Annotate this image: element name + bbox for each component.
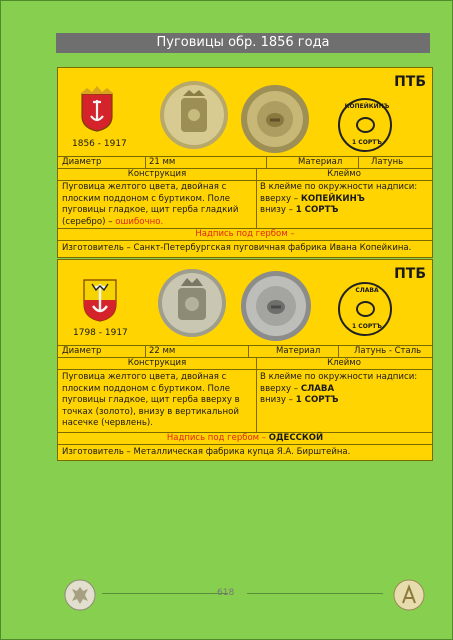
footer-line-right [247,593,383,594]
page-number: 618 [217,588,235,598]
stamp-drawing [338,98,392,152]
material-label: Материал [298,157,343,167]
button-card-1 [57,67,433,258]
under-emblem-label: Надпись под гербом – [195,229,295,239]
material-value: Латунь [371,157,404,167]
ptb-code: ПТБ [394,74,426,90]
construction-label: Конструкция [127,358,187,368]
under-emblem-value: ОДЕССКОЙ [268,433,324,443]
under-emblem-label: Надпись под гербом – [166,433,267,443]
description-row [58,180,432,229]
footer-line-left [102,593,228,594]
mark-top-value: СЛАВА [300,383,335,394]
eagle-medal-icon [64,579,96,611]
construction-error: ошибочно. [115,216,164,227]
stamp-shank-icon [356,301,375,317]
construction-label: Конструкция [127,169,187,179]
image-row [58,260,432,345]
stamp-bottom-word: 1 СОРТЪ [352,323,382,330]
diameter-value: 21 мм [149,157,176,167]
button-front-image [157,268,227,338]
maker-text: Изготовитель – Металлическая фабрика купца Я.А. Бирштейна. [62,447,351,457]
button-back-image [240,84,310,154]
mark-text: В клейме по окружности надписи: вверху – СЛАВА внизу – 1 СОРТЪ [260,372,418,406]
stamp-top-word: СЛАВА [355,287,379,294]
mark-bottom-value: 1 СОРТЪ [295,395,339,406]
maker-row [58,444,432,461]
coat-of-arms-icon [78,86,116,132]
maker-text: Изготовитель – Санкт-Петербургская пуговичная фабрика Ивана Копейкина. [62,243,412,253]
material-label: Материал [276,346,321,356]
stamp-shank-icon [356,117,375,133]
ptb-code: ПТБ [394,266,426,282]
stamp-top-word: КОПЕЙКИНЪ [344,103,390,110]
monogram-medal-icon [393,579,425,611]
stamp-bottom-word: 1 СОРТЪ [352,139,382,146]
coat-of-arms-icon [80,274,120,322]
image-row [58,68,432,156]
button-card-2 [57,259,433,461]
diameter-value: 22 мм [149,346,176,356]
mark-bottom-value: 1 СОРТЪ [295,205,339,216]
button-front-image [159,80,229,150]
construction-text: Пуговица желтого цвета, двойная с плоским поддоном с буртиком. Поле пуговицы гладкое, щит герба гладкий (серебро) – ошибочно. [62,182,239,227]
diameter-label: Диаметр [62,346,102,356]
mark-label: Клеймо [327,169,361,179]
material-value: Латунь - Сталь [354,346,422,356]
diameter-label: Диаметр [62,157,102,167]
button-back-image [240,270,312,342]
description-row [58,369,432,433]
stamp-drawing [338,282,392,336]
construction-text: Пуговица желтого цвета, двойная с плоским поддоном с буртиком. Поле пуговицы гладкое, щит герба вверху в точках (золото), внизу в вертикальной насечке (червлень). [62,372,240,429]
mark-top-value: КОПЕЙКИНЪ [300,193,365,204]
mark-text: В клейме по окружности надписи: вверху – КОПЕЙКИНЪ внизу – 1 СОРТЪ [260,182,418,216]
maker-row [58,240,432,257]
years-label: 1856 - 1917 [72,139,127,149]
mark-label: Клеймо [327,358,361,368]
page-title: Пуговицы обр. 1856 года [56,33,430,53]
years-label: 1798 - 1917 [73,328,128,338]
